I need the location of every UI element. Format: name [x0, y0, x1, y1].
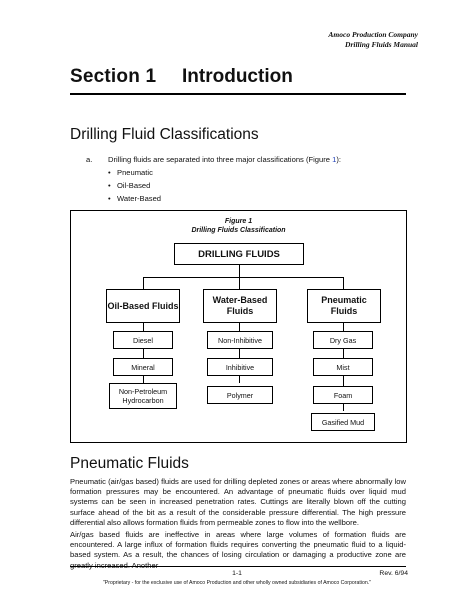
pneumatic-para-1: Pneumatic (air/gas based) fluids are used for drilling depleted zones or areas where abnormally low formation pressures may be encountered. An advantage of pneumatic fluids over liquid mud systems can be seen in increased penetration rates. Cuttings are literally blown off the cutting surface ahead of the bit as a result of the considerable pressure differential. The high pressure differential also allows formation fluids from permeable zones to flow into the wellbore.: [70, 477, 406, 527]
item-mineral: Mineral: [113, 358, 173, 376]
page-number: 1-1: [232, 570, 242, 577]
connector-horizontal: [143, 277, 343, 278]
node-oil-based: Oil-Based Fluids: [106, 289, 180, 323]
figure-label: Figure 1: [224, 218, 253, 225]
connector-root: [239, 265, 240, 277]
bullet-pneumatic: • Pneumatic: [108, 168, 153, 177]
item-inhibitive: Inhibitive: [207, 358, 273, 376]
revision: Rev. 6/94: [379, 570, 408, 577]
item-non-petroleum: Non-Petroleum Hydrocarbon: [109, 383, 177, 409]
bullet-water-based: • Water-Based: [108, 194, 162, 203]
node-pneumatic: Pneumatic Fluids: [307, 289, 381, 323]
connector-col3: [343, 277, 344, 289]
classifications-heading: Drilling Fluid Classifications: [70, 126, 259, 143]
connector-col2: [239, 277, 240, 289]
intro-marker: a.: [86, 155, 93, 164]
proprietary-notice: "Proprietary - for the exclusive use of Amoco Production and other wholly owned subsidiaries of Amoco Corporation.": [102, 580, 372, 586]
intro-text: Drilling fluids are separated into three major classifications (Figure 1):: [108, 155, 341, 164]
company-name: Amoco Production Company: [328, 30, 418, 39]
figure-caption: Drilling Fluids Classification: [191, 227, 286, 234]
item-polymer: Polymer: [207, 386, 273, 404]
pneumatic-para-2: Air/gas based fluids are ineffective in areas where large volumes of formation fluids are encountered. A large influx of formation fluids requires converting the pneumatic fluid to a liquid-based system. As a result, the chances of losing circulation or damaging a productive zone are: [70, 530, 406, 560]
section-rule: [70, 93, 406, 95]
item-non-inhibitive: Non-Inhibitive: [207, 331, 273, 349]
item-dry-gas: Dry Gas: [313, 331, 373, 349]
footer-rule: [70, 566, 406, 567]
item-gasified-mud: Gasified Mud: [311, 413, 375, 431]
node-water-based: Water-Based Fluids: [203, 289, 277, 323]
section-number: Section 1: [70, 66, 157, 87]
manual-name: Drilling Fluids Manual: [345, 40, 418, 49]
root-node: DRILLING FLUIDS: [174, 243, 304, 265]
section-title: Introduction: [182, 66, 293, 87]
item-foam: Foam: [313, 386, 373, 404]
figure-link[interactable]: 1: [332, 155, 337, 164]
bullet-oil-based: • Oil-Based: [108, 181, 151, 190]
item-mist: Mist: [313, 358, 373, 376]
connector-col1: [143, 277, 144, 289]
pneumatic-heading: Pneumatic Fluids: [70, 455, 189, 472]
item-diesel: Diesel: [113, 331, 173, 349]
